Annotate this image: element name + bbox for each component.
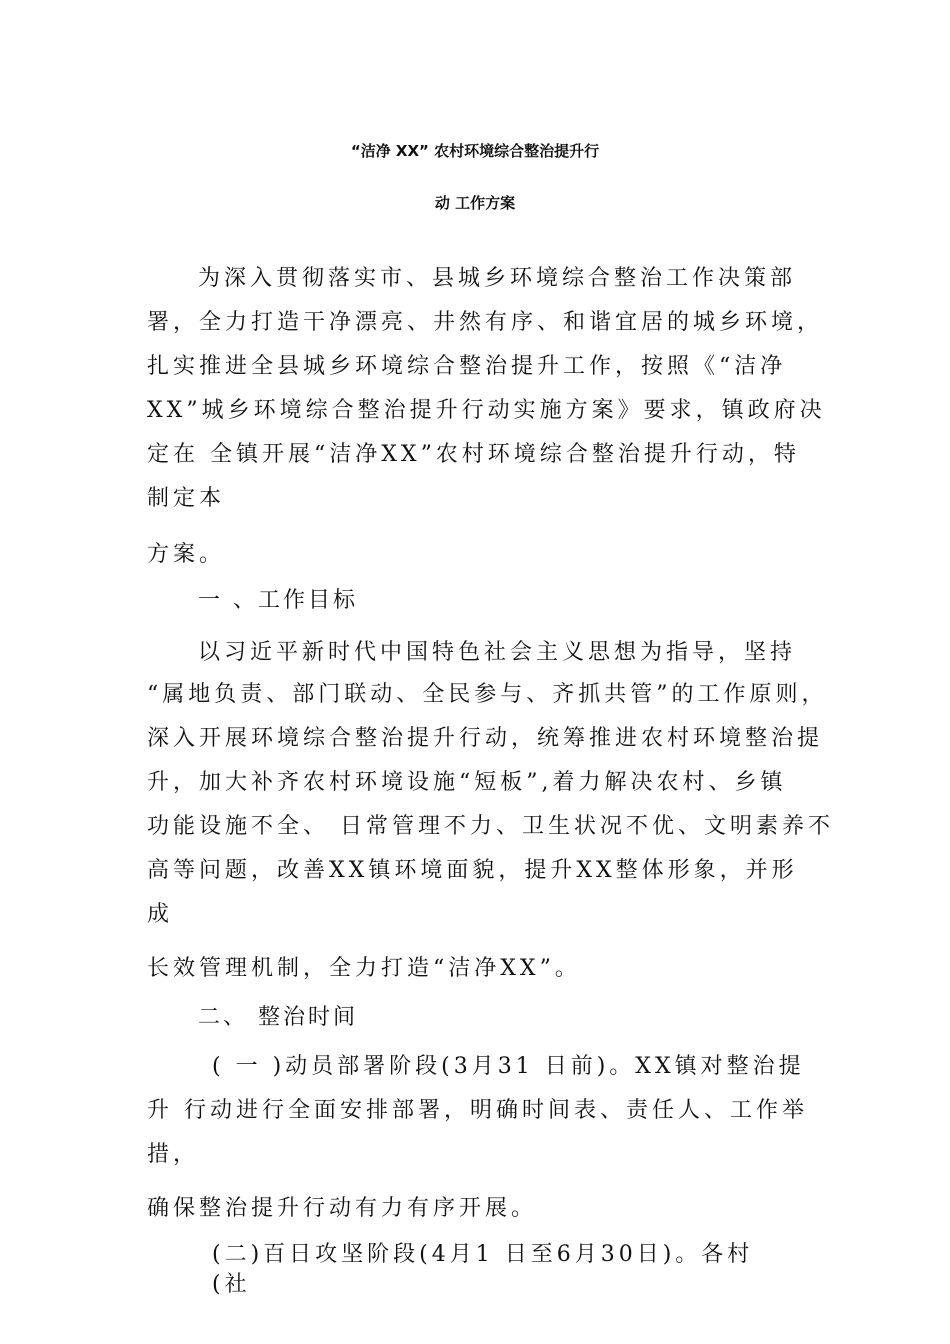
paragraph-4-line-1: (二)百日攻坚阶段(4月1 日至6月30日)。各村: [212, 1242, 754, 1267]
paragraph-3-line-3: 措，: [147, 1142, 200, 1167]
paragraph-2-line-8: 长效管理机制，全力打造“洁净XX”。: [147, 956, 581, 981]
paragraph-2-line-2: “属地负责、部门联动、全民参与、齐抓共管”的工作原则，: [147, 682, 828, 707]
paragraph-1-line-1: 为深入贯彻落实市、县城乡环境综合整治工作决策部: [198, 266, 797, 291]
section-heading-2: 二、 整治时间: [198, 1005, 358, 1030]
paragraph-3-line-2: 升 行动进行全面安排部署，明确时间表、责任人、工作举: [147, 1098, 808, 1123]
paragraph-2-line-6: 高等问题，改善XX镇环境面貌，提升XX整体形象，并形: [147, 858, 798, 883]
paragraph-1-line-4: XX”城乡环境综合整治提升行动实施方案》要求，镇政府决: [147, 398, 826, 423]
paragraph-2-line-7: 成: [147, 902, 174, 927]
paragraph-3-line-4: 确保整治提升行动有力有序开展。: [147, 1196, 538, 1221]
paragraph-2-line-5: 功能设施不全、 日常管理不力、卫生状况不优、文明素养不: [147, 814, 834, 839]
paragraph-3-line-1: ( 一 )动员部署阶段(3月31 日前)。XX镇对整治提: [212, 1054, 805, 1079]
paragraph-2-line-3: 深入开展环境综合整治提升行动，统筹推进农村环境整治提: [147, 726, 824, 751]
section-heading-1: 一 、工作目标: [198, 588, 358, 613]
document-title-line-2: 动 工作方案: [434, 194, 516, 212]
paragraph-2-line-4: 升，加大补齐农村环境设施“短板”,着力解决农村、乡镇: [147, 770, 787, 795]
paragraph-2-line-1: 以习近平新时代中国特色社会主义思想为指导，坚持: [198, 640, 797, 665]
paragraph-1-line-6: 制定本: [147, 486, 226, 511]
paragraph-1-line-2: 署，全力打造干净漂亮、井然有序、和谐宜居的城乡环境，: [147, 310, 824, 335]
paragraph-4-line-2: (社: [212, 1272, 251, 1297]
paragraph-1-line-7: 方案。: [147, 542, 226, 567]
paragraph-1-line-5: 定在 全镇开展“洁净XX”农村环境综合整治提升行动，特: [147, 442, 800, 467]
document-title-line-1: “洁净 XX” 农村环境综合整治提升行: [350, 142, 600, 160]
paragraph-1-line-3: 扎实推进全县城乡环境综合整治提升工作，按照《“洁净: [147, 354, 787, 379]
